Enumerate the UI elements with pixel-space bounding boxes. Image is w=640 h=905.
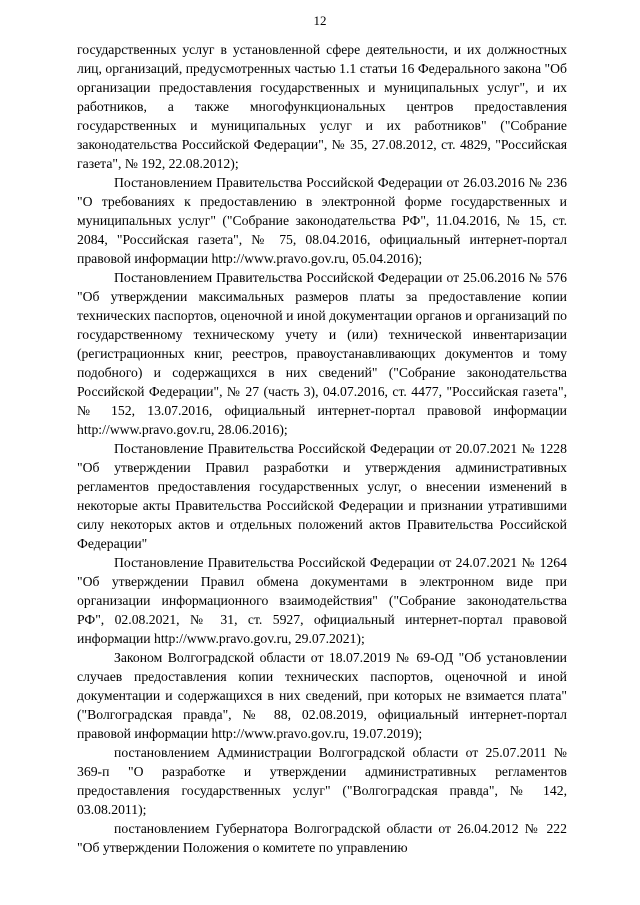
document-body	[77, 40, 567, 857]
paragraph-decree-1264: Постановление Правительства Российской Федерации от 24.07.2021 № 1264 "Об утверждении Правил обмена документами в электронном виде при организации информационного взаимодействия" ("Собрание законодательства РФ", 02.08.2021, № 31, ст. 5927, официальный интернет-портал правовой информации http://www.pravo.gov.ru, 29.07.2021);	[77, 555, 567, 646]
paragraph-resolution-369-p: постановлением Администрации Волгоградской области от 25.07.2011 № 369-п "О разработке и утверждении административных регламентов предоставления государственных услуг" ("Волгоградская правда", № 142, 03.08.2011);	[77, 745, 567, 817]
paragraph-decree-1228: Постановление Правительства Российской Федерации от 20.07.2021 № 1228 "Об утверждении Правил разработки и утверждения административных регламентов предоставления государственных услуг, о внесении изменений в некоторые акты Правительства Российской Федерации и признании утратившими силу некоторых актов и отдельных положений актов Правительства Российской Федерации"	[77, 441, 567, 551]
paragraph-decree-236: Постановлением Правительства Российской Федерации от 26.03.2016 № 236 "О требованиях к предоставлению в электронной форме государственных и муниципальных услуг" ("Собрание законодательства РФ", 11.04.2016, № 15, ст. 2084, "Российская газета", № 75, 08.04.2016, официальный интернет-портал правовой информации http://www.pravo.gov.ru, 05.04.2016);	[77, 175, 567, 266]
page-number: 12	[313, 13, 327, 28]
paragraph-resolution-222: постановлением Губернатора Волгоградской области от 26.04.2012 № 222 "Об утверждении Положения о комитете по управлению	[77, 821, 567, 855]
paragraph-continuation: государственных услуг в установленной сфере деятельности, и их должностных лиц, организаций, предусмотренных частью 1.1 статьи 16 Федерального закона "Об организации предоставления государственных и муниципальных услуг", и их работников, а также многофункциональных центров предоставления государственных и муниципальных услуг и их работников" ("Собрание законодательства Российской Федерации", № 35, 27.08.2012, ст. 4829, "Российская газета", № 192, 22.08.2012);	[77, 42, 567, 171]
paragraph-decree-576: Постановлением Правительства Российской Федерации от 25.06.2016 № 576 "Об утверждении максимальных размеров платы за предоставление копии технических паспортов, оценочной и иной документации органов и организаций по государственному техническому учету и (или) технической инвентаризации (регистрационных книг, реестров, правоустанавливающих документов и тому подобного) и содержащихся в них сведений" ("Собрание законодательства Российской Федерации", № 27 (часть 3), 04.07.2016, ст. 4477, "Российская газета", № 152, 13.07.2016, официальный интернет-портал правовой информации http://www.pravo.gov.ru, 28.06.2016);	[77, 270, 567, 437]
paragraph-law-69-od: Законом Волгоградской области от 18.07.2019 № 69-ОД "Об установлении случаев предоставления копии технических паспортов, оценочной и иной документации и содержащихся в них сведений, при которых не взимается плата" ("Волгоградская правда", № 88, 02.08.2019, официальный интернет-портал правовой информации http://www.pravo.gov.ru, 19.07.2019);	[77, 650, 567, 741]
